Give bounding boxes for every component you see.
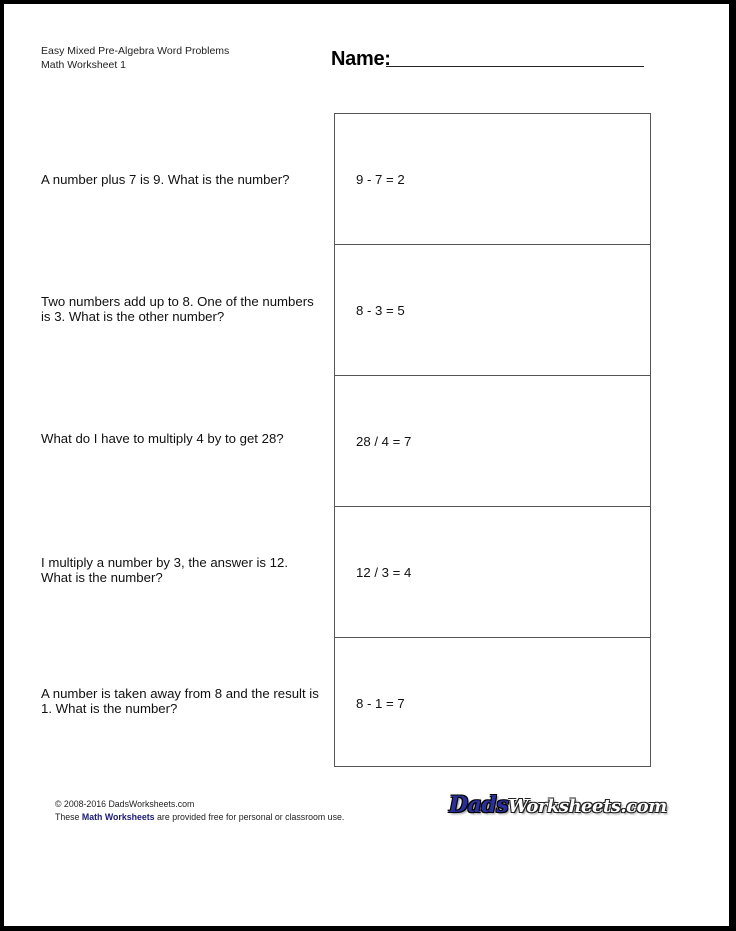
logo-dads: Dads [449, 792, 509, 818]
answer-table [334, 113, 651, 767]
question-4-line-2: What is the number? [41, 570, 163, 585]
answer-5: 8 - 1 = 7 [356, 696, 405, 711]
answer-3: 28 / 4 = 7 [356, 434, 412, 449]
question-3 [41, 431, 321, 446]
answer-box-2[interactable] [335, 244, 650, 375]
question-2-line-1: Two numbers add up to 8. One of the numbers [41, 294, 314, 309]
usage-notice [55, 812, 344, 822]
question-2 [41, 294, 321, 324]
name-field-line[interactable] [386, 66, 644, 67]
logo-worksheets: Worksheets.com [508, 796, 667, 817]
name-label: Name: [331, 48, 391, 70]
answer-box-5[interactable] [335, 637, 650, 768]
answer-box-1[interactable] [335, 114, 650, 245]
question-3-line-1: What do I have to multiply 4 by to get 28? [41, 431, 284, 446]
question-2-line-2: is 3. What is the other number? [41, 309, 225, 324]
question-4-line-1: I multiply a number by 3, the answer is 12. [41, 555, 289, 570]
answer-4: 12 / 3 = 4 [356, 565, 412, 580]
math-worksheets-link[interactable]: Math Worksheets [81, 812, 155, 822]
question-4 [41, 555, 321, 585]
question-5-line-1: A number is taken away from 8 and the result is [41, 686, 319, 701]
dadsworksheets-logo[interactable] [449, 792, 667, 818]
answer-1: 9 - 7 = 2 [356, 172, 405, 187]
worksheet-subtitle: Math Worksheet 1 [41, 59, 127, 71]
question-1-line-1: A number plus 7 is 9. What is the number? [41, 172, 290, 187]
worksheet-title: Easy Mixed Pre-Algebra Word Problems [41, 45, 230, 57]
question-5 [41, 686, 321, 716]
answer-box-4[interactable] [335, 506, 650, 637]
usage-prefix: These [55, 812, 82, 822]
question-5-line-2: 1. What is the number? [41, 701, 178, 716]
answer-2: 8 - 3 = 5 [356, 303, 405, 318]
question-1 [41, 172, 321, 187]
copyright-text: © 2008-2016 DadsWorksheets.com [55, 799, 195, 809]
answer-box-3[interactable] [335, 375, 650, 506]
worksheet-page [4, 4, 729, 926]
usage-suffix: are provided free for personal or classroom use. [154, 812, 345, 822]
